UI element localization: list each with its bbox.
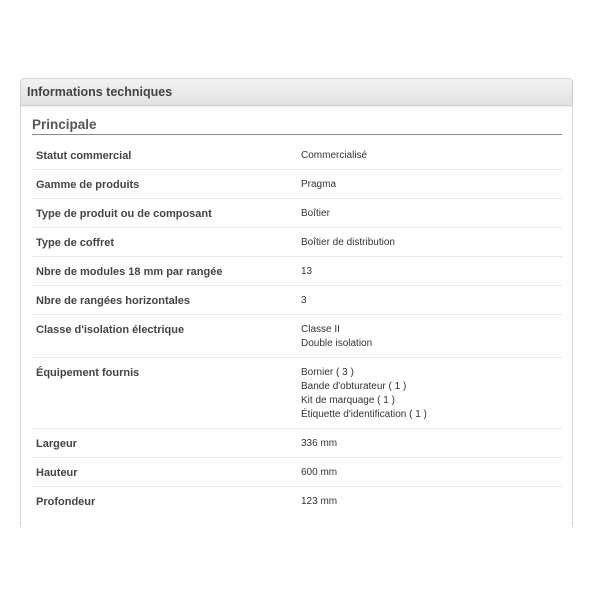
panel-header bbox=[21, 79, 572, 106]
spec-label: Largeur bbox=[36, 438, 77, 450]
spec-value: 3 bbox=[301, 295, 307, 306]
spec-values bbox=[301, 178, 562, 192]
spec-value: Double isolation bbox=[301, 338, 373, 349]
spec-row bbox=[32, 228, 562, 257]
spec-label: Type de produit ou de composant bbox=[36, 208, 212, 220]
spec-row bbox=[32, 429, 562, 458]
spec-value: 123 mm bbox=[301, 496, 338, 507]
spec-values bbox=[301, 236, 562, 250]
spec-row bbox=[32, 257, 562, 286]
spec-row bbox=[32, 286, 562, 315]
spec-value: Classe II bbox=[301, 324, 340, 335]
spec-values bbox=[301, 294, 562, 308]
spec-value: Bornier ( 3 ) bbox=[301, 367, 354, 378]
spec-row bbox=[32, 199, 562, 228]
spec-label: Statut commercial bbox=[36, 150, 132, 162]
spec-row bbox=[32, 487, 562, 515]
spec-values bbox=[301, 265, 562, 279]
spec-label: Équipement fournis bbox=[36, 367, 140, 379]
spec-label: Type de coffret bbox=[36, 237, 115, 249]
spec-values bbox=[301, 207, 562, 221]
spec-values bbox=[301, 366, 562, 422]
spec-values bbox=[301, 495, 562, 509]
spec-row bbox=[32, 170, 562, 199]
spec-value: 600 mm bbox=[301, 467, 338, 478]
spec-value: Étiquette d'identification ( 1 ) bbox=[301, 409, 427, 420]
spec-label: Nbre de rangées horizontales bbox=[36, 295, 191, 307]
spec-table bbox=[32, 141, 562, 515]
spec-value: Bande d'obturateur ( 1 ) bbox=[301, 381, 407, 392]
spec-label: Profondeur bbox=[36, 496, 96, 508]
spec-value: Boîtier bbox=[301, 208, 330, 219]
spec-values bbox=[301, 437, 562, 451]
spec-row bbox=[32, 458, 562, 487]
spec-row bbox=[32, 141, 562, 170]
spec-label: Classe d'isolation électrique bbox=[36, 324, 185, 336]
spec-values bbox=[301, 323, 562, 351]
section-title: Principale bbox=[32, 117, 562, 135]
panel-title: Informations techniques bbox=[27, 85, 173, 99]
spec-value: Commercialisé bbox=[301, 150, 368, 161]
spec-value: Kit de marquage ( 1 ) bbox=[301, 395, 395, 406]
spec-row bbox=[32, 315, 562, 358]
spec-row bbox=[32, 358, 562, 429]
spec-label: Nbre de modules 18 mm par rangée bbox=[36, 266, 223, 278]
section-principale bbox=[32, 117, 562, 515]
spec-value: 336 mm bbox=[301, 438, 338, 449]
spec-values bbox=[301, 149, 562, 163]
spec-label: Gamme de produits bbox=[36, 179, 140, 191]
spec-value: Boîtier de distribution bbox=[301, 237, 395, 248]
spec-label: Hauteur bbox=[36, 467, 78, 479]
technical-info-panel bbox=[20, 78, 573, 527]
spec-values bbox=[301, 466, 562, 480]
spec-value: 13 bbox=[301, 266, 313, 277]
spec-value: Pragma bbox=[301, 179, 337, 190]
